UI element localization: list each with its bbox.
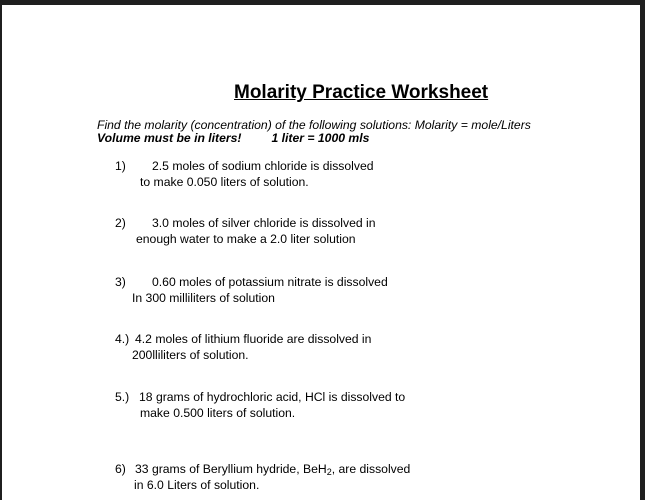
question-number: 6) — [115, 462, 126, 476]
question-number: 4.) — [115, 332, 130, 346]
formula-subscript: 2 — [326, 467, 332, 477]
question-2 — [115, 216, 376, 247]
question-text-continued: enough water to make a 2.0 liter solution — [136, 231, 356, 246]
instructions-volume-note — [97, 131, 369, 145]
question-number: 2) — [115, 216, 126, 230]
question-4 — [115, 332, 371, 363]
worksheet-page — [2, 5, 640, 500]
question-6 — [115, 462, 410, 493]
question-text: 4.2 moles of lithium fluoride are dissolved in — [135, 332, 372, 346]
question-text: 2.5 moles of sodium chloride is dissolved — [152, 159, 374, 173]
question-5 — [115, 390, 405, 421]
question-text-continued: in 6.0 Liters of solution. — [134, 477, 260, 492]
page-title: Molarity Practice Worksheet — [234, 82, 489, 103]
question-text: 0.60 moles of potassium nitrate is dissolved — [152, 275, 388, 289]
instructions-line: Find the molarity (concentration) of the following solutions: Molarity = mole/Liters — [97, 118, 531, 132]
question-text: 33 grams of Beryllium hydride, BeH — [135, 462, 327, 476]
liter-conversion-note: 1 liter = 1000 mls — [271, 131, 370, 145]
question-text-continued: In 300 milliliters of solution — [132, 290, 275, 305]
question-number: 5.) — [115, 390, 130, 404]
question-text-tail: , are dissolved — [331, 462, 411, 476]
question-text: 3.0 moles of silver chloride is dissolved in — [152, 216, 376, 230]
question-number: 3) — [115, 275, 126, 289]
volume-note: Volume must be in liters! — [97, 131, 242, 145]
question-text-continued: make 0.500 liters of solution. — [140, 405, 296, 420]
question-text-continued: 200lliliters of solution. — [132, 347, 249, 362]
question-number: 1) — [115, 159, 126, 173]
question-1 — [115, 159, 374, 190]
question-text: 18 grams of hydrochloric acid, HCl is dissolved to — [139, 390, 406, 404]
question-text-continued: to make 0.050 liters of solution. — [140, 174, 309, 189]
question-3 — [115, 275, 388, 306]
